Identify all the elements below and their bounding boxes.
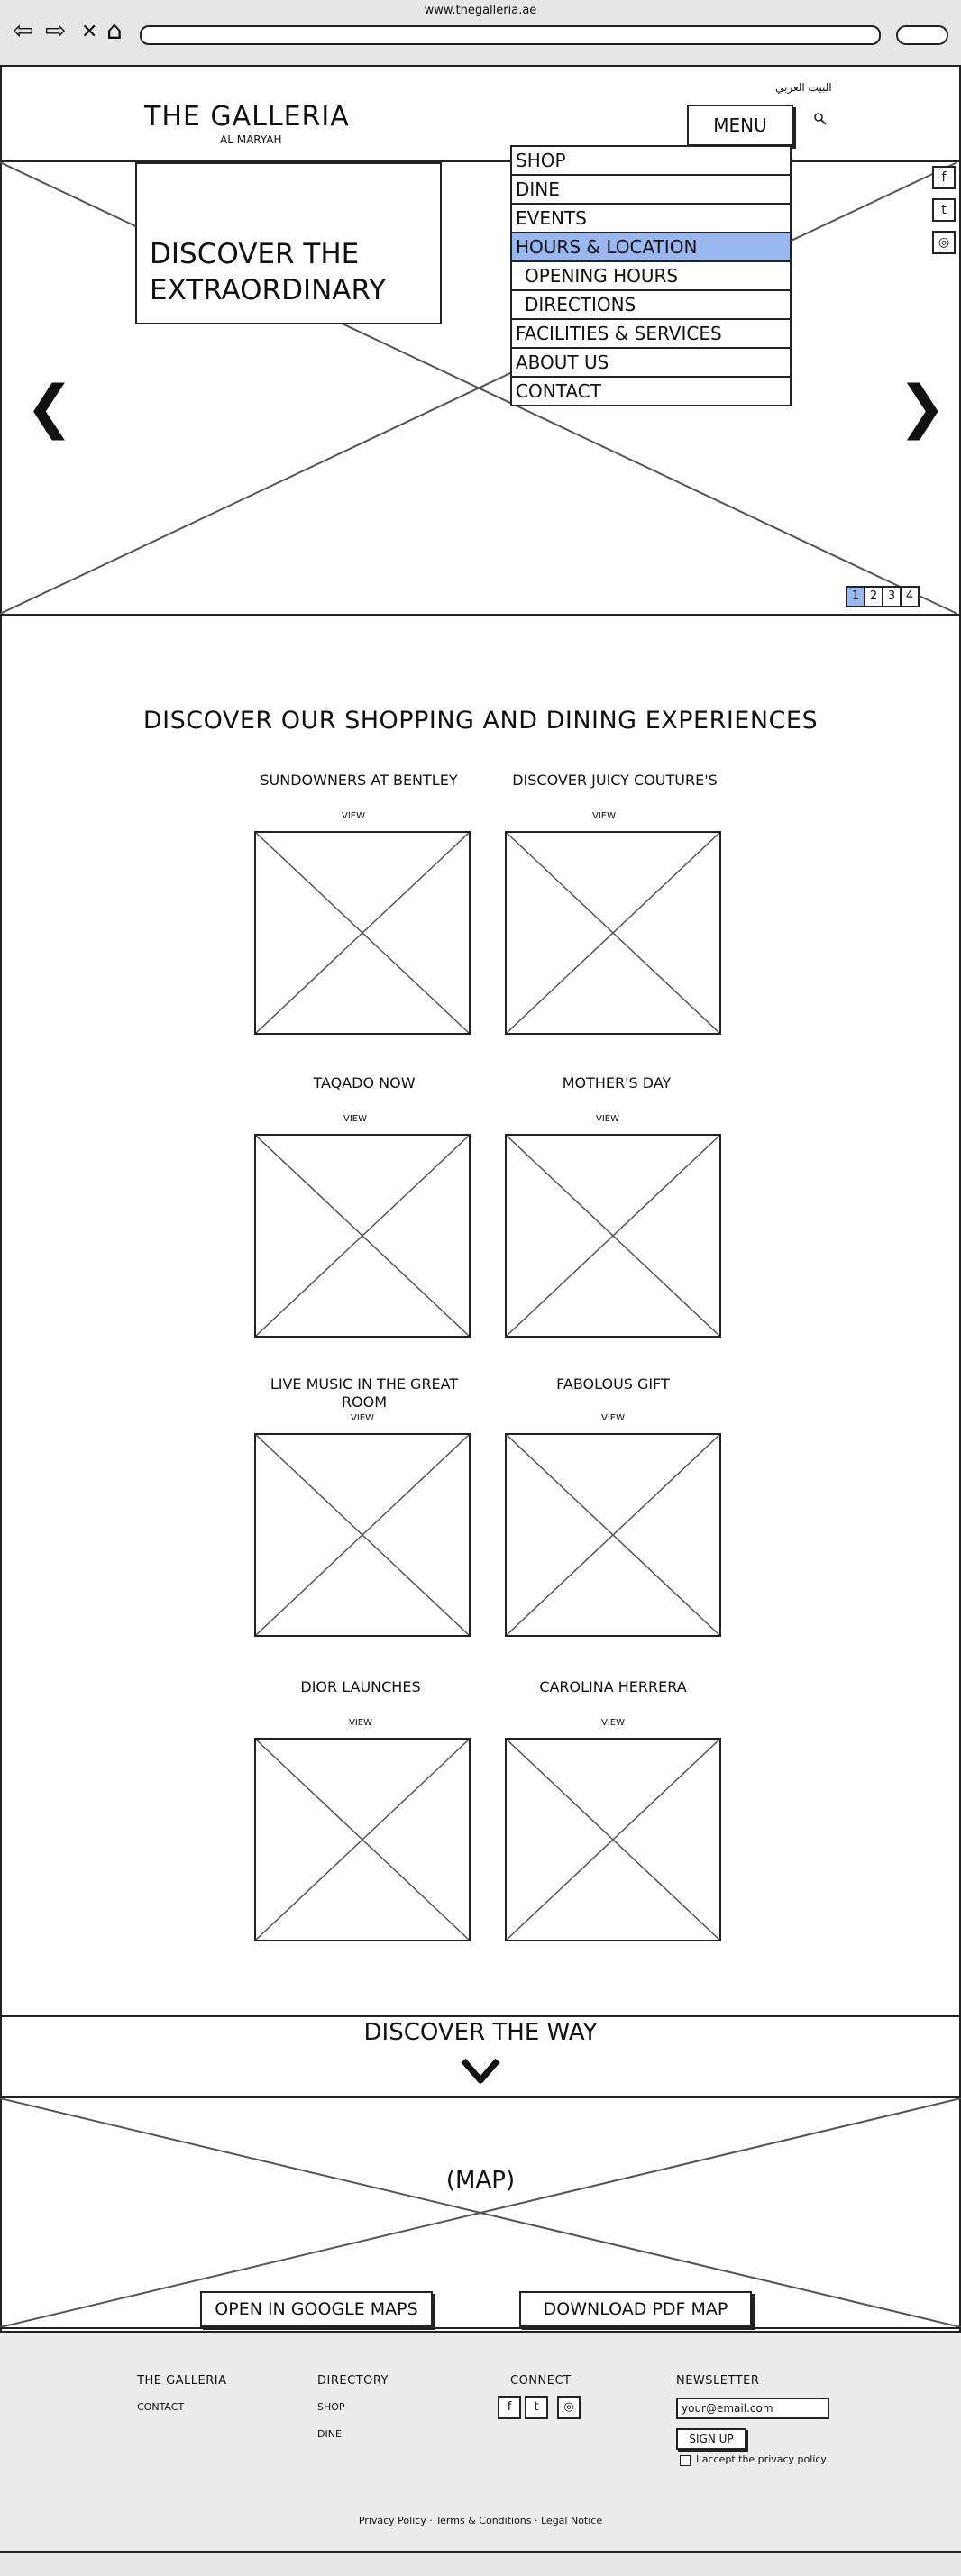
card-image[interactable] — [254, 1134, 471, 1338]
card-view-link[interactable]: VIEW — [342, 811, 365, 821]
chevron-down-icon[interactable] — [458, 2053, 503, 2093]
browser-search[interactable] — [896, 25, 948, 45]
card-view-link[interactable]: VIEW — [349, 1718, 372, 1728]
address-bar[interactable] — [140, 25, 881, 45]
map-label: (MAP) — [445, 2167, 516, 2194]
slider-page-button[interactable]: 1 — [846, 586, 865, 607]
footer-heading: DIRECTORY — [317, 2374, 389, 2388]
google-maps-button[interactable]: OPEN IN GOOGLE MAPS — [200, 2291, 433, 2327]
card-title: FABOLOUS GIFT — [556, 1375, 670, 1393]
card-image[interactable] — [505, 1134, 721, 1338]
card-view-link[interactable]: VIEW — [343, 1114, 367, 1124]
card-view-link[interactable]: VIEW — [601, 1413, 625, 1423]
footer-link-dine[interactable]: DINE — [317, 2428, 342, 2440]
slider-pagination — [847, 586, 920, 607]
slider-page-button[interactable]: 4 — [900, 586, 920, 607]
card-title: LIVE MUSIC IN THE GREAT ROOM — [270, 1375, 459, 1411]
newsletter-email-input[interactable]: your@email.com — [676, 2398, 829, 2419]
footer-link-shop[interactable]: SHOP — [317, 2401, 345, 2413]
card-view-link[interactable]: VIEW — [592, 811, 616, 821]
card-view-link[interactable]: VIEW — [351, 1413, 374, 1423]
pdf-map-button[interactable]: DOWNLOAD PDF MAP — [519, 2291, 752, 2327]
menu-item-dine[interactable]: DINE — [510, 174, 792, 205]
forward-icon[interactable]: ⇨ — [45, 15, 67, 45]
search-icon[interactable] — [813, 112, 828, 130]
menu-item-about[interactable]: ABOUT US — [510, 347, 792, 378]
card-image[interactable] — [254, 1433, 471, 1637]
twitter-icon[interactable]: t — [525, 2396, 548, 2419]
facebook-icon[interactable]: f — [932, 166, 956, 189]
card-image[interactable] — [505, 1738, 721, 1941]
card-title: TAQADO NOW — [313, 1074, 416, 1092]
card-title: CAROLINA HERRERA — [539, 1678, 687, 1695]
map-placeholder[interactable] — [0, 2098, 961, 2329]
instagram-icon[interactable]: ◎ — [932, 231, 956, 254]
slider-page-button[interactable]: 3 — [882, 586, 902, 607]
card-title: DIOR LAUNCHES — [300, 1678, 421, 1695]
home-icon[interactable]: ⌂ — [106, 15, 123, 45]
instagram-icon[interactable]: ◎ — [557, 2396, 581, 2419]
slider-page-button[interactable]: 2 — [864, 586, 883, 607]
newsletter-heading: NEWSLETTER — [676, 2374, 760, 2388]
menu-item-directions[interactable]: DIRECTIONS — [510, 289, 792, 320]
logo-subtitle: AL MARYAH — [220, 133, 282, 146]
logo-title[interactable]: THE GALLERIA — [144, 101, 350, 132]
main-menu-dropdown — [510, 147, 792, 406]
discover-way-title: DISCOVER THE WAY — [363, 2019, 598, 2046]
footer-heading: CONNECT — [510, 2374, 572, 2388]
section-title: DISCOVER OUR SHOPPING AND DINING EXPERIENCES — [142, 707, 819, 735]
card-title: DISCOVER JUICY COUTURE'S — [512, 772, 718, 789]
menu-item-hours-location[interactable]: HOURS & LOCATION — [510, 232, 792, 262]
card-image[interactable] — [254, 1738, 471, 1941]
card-title: SUNDOWNERS AT BENTLEY — [260, 772, 458, 789]
menu-item-facilities[interactable]: FACILITIES & SERVICES — [510, 318, 792, 349]
menu-item-events[interactable]: EVENTS — [510, 203, 792, 233]
menu-button[interactable]: MENU — [687, 105, 793, 146]
menu-item-contact[interactable]: CONTACT — [510, 376, 792, 406]
card-view-link[interactable]: VIEW — [596, 1114, 619, 1124]
slider-prev-icon[interactable]: ❮ — [25, 374, 74, 441]
legal-links[interactable]: Privacy Policy · Terms & Conditions · Legal Notice — [358, 2515, 603, 2526]
card-image[interactable] — [505, 831, 721, 1035]
card-image[interactable] — [505, 1433, 721, 1637]
card-view-link[interactable]: VIEW — [601, 1718, 625, 1728]
hero-title: DISCOVER THE EXTRAORDINARY — [150, 238, 387, 306]
language-switch-link[interactable]: البيت العربي — [775, 81, 832, 94]
browser-status-bar — [0, 2551, 961, 2576]
menu-item-shop[interactable]: SHOP — [510, 145, 792, 176]
browser-url: www.thegalleria.ae — [424, 4, 537, 17]
slider-next-icon[interactable]: ❯ — [898, 374, 947, 441]
footer-heading: THE GALLERIA — [137, 2374, 227, 2388]
twitter-icon[interactable]: t — [932, 198, 956, 222]
privacy-policy-checkbox[interactable] — [680, 2455, 691, 2466]
footer-link-contact[interactable]: CONTACT — [137, 2401, 185, 2413]
card-title: MOTHER'S DAY — [562, 1074, 672, 1092]
menu-item-opening-hours[interactable]: OPENING HOURS — [510, 260, 792, 291]
close-icon[interactable]: ✕ — [81, 21, 98, 43]
back-icon[interactable]: ⇦ — [13, 15, 34, 45]
card-image[interactable] — [254, 831, 471, 1035]
signup-button[interactable]: SIGN UP — [676, 2428, 746, 2450]
privacy-policy-label: I accept the privacy policy — [696, 2453, 827, 2465]
social-sidebar — [932, 166, 956, 263]
facebook-icon[interactable]: f — [498, 2396, 521, 2419]
